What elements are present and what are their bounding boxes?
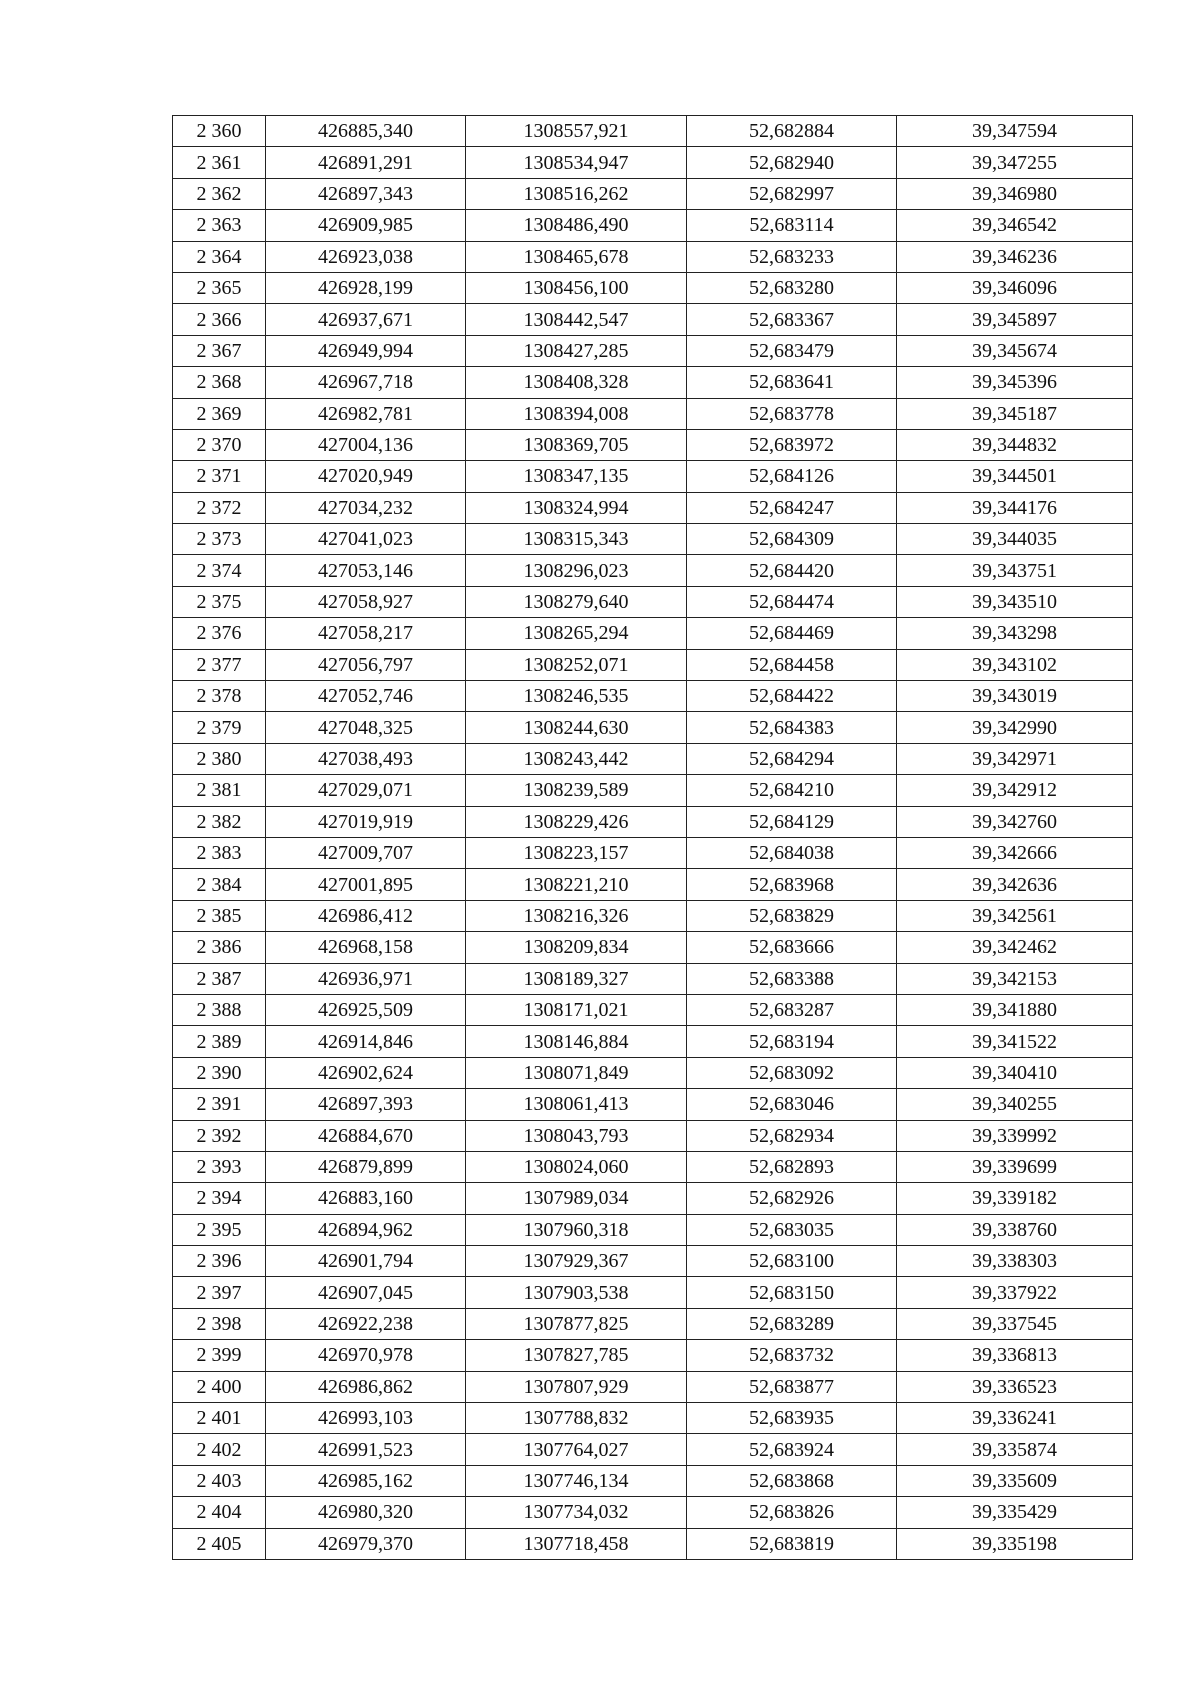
table-row [173,649,1133,680]
latitude-cell: 52,683092 [687,1057,897,1088]
y-coordinate-cell: 1308465,678 [466,241,687,272]
longitude-cell: 39,339699 [897,1151,1133,1182]
point-number-cell: 2 387 [173,963,266,994]
x-coordinate-cell: 426980,320 [266,1497,466,1528]
table-row [173,210,1133,241]
point-number-cell: 2 394 [173,1183,266,1214]
latitude-cell: 52,682940 [687,147,897,178]
table-row [173,994,1133,1025]
point-number-cell: 2 391 [173,1089,266,1120]
y-coordinate-cell: 1307807,929 [466,1371,687,1402]
latitude-cell: 52,684038 [687,837,897,868]
latitude-cell: 52,684383 [687,712,897,743]
table-row [173,1026,1133,1057]
table-row [173,1277,1133,1308]
table-row [173,1120,1133,1151]
latitude-cell: 52,683233 [687,241,897,272]
longitude-cell: 39,337922 [897,1277,1133,1308]
x-coordinate-cell: 427041,023 [266,524,466,555]
point-number-cell: 2 399 [173,1340,266,1371]
point-number-cell: 2 380 [173,743,266,774]
point-number-cell: 2 369 [173,398,266,429]
latitude-cell: 52,683924 [687,1434,897,1465]
y-coordinate-cell: 1308216,326 [466,900,687,931]
longitude-cell: 39,340255 [897,1089,1133,1120]
longitude-cell: 39,342561 [897,900,1133,931]
point-number-cell: 2 382 [173,806,266,837]
longitude-cell: 39,340410 [897,1057,1133,1088]
y-coordinate-cell: 1308171,021 [466,994,687,1025]
longitude-cell: 39,341522 [897,1026,1133,1057]
x-coordinate-cell: 426907,045 [266,1277,466,1308]
point-number-cell: 2 371 [173,461,266,492]
x-coordinate-cell: 426970,978 [266,1340,466,1371]
x-coordinate-cell: 427056,797 [266,649,466,680]
point-number-cell: 2 378 [173,681,266,712]
table-row [173,1371,1133,1402]
y-coordinate-cell: 1307746,134 [466,1465,687,1496]
x-coordinate-cell: 427034,232 [266,492,466,523]
longitude-cell: 39,339992 [897,1120,1133,1151]
y-coordinate-cell: 1307903,538 [466,1277,687,1308]
longitude-cell: 39,343102 [897,649,1133,680]
table-row [173,775,1133,806]
point-number-cell: 2 365 [173,272,266,303]
longitude-cell: 39,335198 [897,1528,1133,1559]
longitude-cell: 39,346542 [897,210,1133,241]
latitude-cell: 52,683935 [687,1403,897,1434]
table-row [173,492,1133,523]
latitude-cell: 52,684294 [687,743,897,774]
x-coordinate-cell: 426901,794 [266,1246,466,1277]
table-row [173,524,1133,555]
latitude-cell: 52,683150 [687,1277,897,1308]
table-row [173,1434,1133,1465]
y-coordinate-cell: 1308071,849 [466,1057,687,1088]
y-coordinate-cell: 1307827,785 [466,1340,687,1371]
table-row [173,335,1133,366]
point-number-cell: 2 385 [173,900,266,931]
y-coordinate-cell: 1308024,060 [466,1151,687,1182]
table-row [173,272,1133,303]
latitude-cell: 52,683114 [687,210,897,241]
y-coordinate-cell: 1308279,640 [466,586,687,617]
latitude-cell: 52,682926 [687,1183,897,1214]
coordinates-table-body [173,116,1133,1560]
point-number-cell: 2 381 [173,775,266,806]
y-coordinate-cell: 1308244,630 [466,712,687,743]
table-row [173,241,1133,272]
y-coordinate-cell: 1308408,328 [466,367,687,398]
latitude-cell: 52,683732 [687,1340,897,1371]
longitude-cell: 39,345674 [897,335,1133,366]
longitude-cell: 39,347594 [897,116,1133,147]
longitude-cell: 39,343019 [897,681,1133,712]
latitude-cell: 52,683826 [687,1497,897,1528]
longitude-cell: 39,347255 [897,147,1133,178]
longitude-cell: 39,339182 [897,1183,1133,1214]
y-coordinate-cell: 1308456,100 [466,272,687,303]
longitude-cell: 39,335429 [897,1497,1133,1528]
latitude-cell: 52,684247 [687,492,897,523]
y-coordinate-cell: 1307734,032 [466,1497,687,1528]
point-number-cell: 2 379 [173,712,266,743]
point-number-cell: 2 392 [173,1120,266,1151]
latitude-cell: 52,683046 [687,1089,897,1120]
table-row [173,1308,1133,1339]
x-coordinate-cell: 426897,393 [266,1089,466,1120]
latitude-cell: 52,683388 [687,963,897,994]
longitude-cell: 39,335609 [897,1465,1133,1496]
latitude-cell: 52,684126 [687,461,897,492]
x-coordinate-cell: 426937,671 [266,304,466,335]
longitude-cell: 39,345897 [897,304,1133,335]
table-row [173,900,1133,931]
x-coordinate-cell: 427058,927 [266,586,466,617]
latitude-cell: 52,684420 [687,555,897,586]
x-coordinate-cell: 426991,523 [266,1434,466,1465]
point-number-cell: 2 383 [173,837,266,868]
y-coordinate-cell: 1308239,589 [466,775,687,806]
longitude-cell: 39,342760 [897,806,1133,837]
table-row [173,1057,1133,1088]
x-coordinate-cell: 427019,919 [266,806,466,837]
point-number-cell: 2 360 [173,116,266,147]
x-coordinate-cell: 426894,962 [266,1214,466,1245]
table-row [173,869,1133,900]
table-row [173,743,1133,774]
longitude-cell: 39,335874 [897,1434,1133,1465]
longitude-cell: 39,344176 [897,492,1133,523]
y-coordinate-cell: 1308209,834 [466,932,687,963]
longitude-cell: 39,342153 [897,963,1133,994]
x-coordinate-cell: 427020,949 [266,461,466,492]
latitude-cell: 52,684129 [687,806,897,837]
latitude-cell: 52,683280 [687,272,897,303]
x-coordinate-cell: 426936,971 [266,963,466,994]
y-coordinate-cell: 1308043,793 [466,1120,687,1151]
y-coordinate-cell: 1307764,027 [466,1434,687,1465]
longitude-cell: 39,345396 [897,367,1133,398]
table-row [173,147,1133,178]
latitude-cell: 52,683972 [687,429,897,460]
longitude-cell: 39,336813 [897,1340,1133,1371]
x-coordinate-cell: 426925,509 [266,994,466,1025]
x-coordinate-cell: 426993,103 [266,1403,466,1434]
x-coordinate-cell: 427004,136 [266,429,466,460]
longitude-cell: 39,343298 [897,618,1133,649]
y-coordinate-cell: 1308296,023 [466,555,687,586]
x-coordinate-cell: 427001,895 [266,869,466,900]
point-number-cell: 2 386 [173,932,266,963]
y-coordinate-cell: 1308534,947 [466,147,687,178]
table-row [173,618,1133,649]
latitude-cell: 52,683829 [687,900,897,931]
latitude-cell: 52,682893 [687,1151,897,1182]
longitude-cell: 39,346236 [897,241,1133,272]
point-number-cell: 2 401 [173,1403,266,1434]
y-coordinate-cell: 1308223,157 [466,837,687,868]
point-number-cell: 2 377 [173,649,266,680]
table-row [173,1497,1133,1528]
x-coordinate-cell: 426914,846 [266,1026,466,1057]
point-number-cell: 2 393 [173,1151,266,1182]
point-number-cell: 2 374 [173,555,266,586]
longitude-cell: 39,337545 [897,1308,1133,1339]
latitude-cell: 52,683289 [687,1308,897,1339]
latitude-cell: 52,683819 [687,1528,897,1559]
point-number-cell: 2 389 [173,1026,266,1057]
y-coordinate-cell: 1308246,535 [466,681,687,712]
latitude-cell: 52,683479 [687,335,897,366]
longitude-cell: 39,336241 [897,1403,1133,1434]
point-number-cell: 2 372 [173,492,266,523]
x-coordinate-cell: 426909,985 [266,210,466,241]
y-coordinate-cell: 1308243,442 [466,743,687,774]
latitude-cell: 52,682997 [687,178,897,209]
table-row [173,1183,1133,1214]
x-coordinate-cell: 427009,707 [266,837,466,868]
point-number-cell: 2 370 [173,429,266,460]
table-row [173,806,1133,837]
x-coordinate-cell: 426883,160 [266,1183,466,1214]
point-number-cell: 2 404 [173,1497,266,1528]
latitude-cell: 52,682934 [687,1120,897,1151]
x-coordinate-cell: 427029,071 [266,775,466,806]
point-number-cell: 2 390 [173,1057,266,1088]
table-row [173,963,1133,994]
point-number-cell: 2 375 [173,586,266,617]
latitude-cell: 52,683367 [687,304,897,335]
point-number-cell: 2 396 [173,1246,266,1277]
point-number-cell: 2 363 [173,210,266,241]
longitude-cell: 39,342666 [897,837,1133,868]
latitude-cell: 52,684474 [687,586,897,617]
y-coordinate-cell: 1307788,832 [466,1403,687,1434]
table-row [173,712,1133,743]
point-number-cell: 2 405 [173,1528,266,1559]
latitude-cell: 52,683194 [687,1026,897,1057]
point-number-cell: 2 366 [173,304,266,335]
x-coordinate-cell: 426968,158 [266,932,466,963]
table-row [173,178,1133,209]
longitude-cell: 39,344501 [897,461,1133,492]
latitude-cell: 52,684422 [687,681,897,712]
x-coordinate-cell: 427053,146 [266,555,466,586]
x-coordinate-cell: 427038,493 [266,743,466,774]
y-coordinate-cell: 1308557,921 [466,116,687,147]
longitude-cell: 39,345187 [897,398,1133,429]
y-coordinate-cell: 1308347,135 [466,461,687,492]
table-row [173,398,1133,429]
table-row [173,1214,1133,1245]
table-row [173,1340,1133,1371]
latitude-cell: 52,683778 [687,398,897,429]
x-coordinate-cell: 426884,670 [266,1120,466,1151]
table-row [173,116,1133,147]
table-row [173,586,1133,617]
longitude-cell: 39,342462 [897,932,1133,963]
y-coordinate-cell: 1308516,262 [466,178,687,209]
longitude-cell: 39,344035 [897,524,1133,555]
latitude-cell: 52,683035 [687,1214,897,1245]
table-row [173,1246,1133,1277]
latitude-cell: 52,684458 [687,649,897,680]
table-row [173,681,1133,712]
x-coordinate-cell: 426902,624 [266,1057,466,1088]
table-row [173,932,1133,963]
point-number-cell: 2 400 [173,1371,266,1402]
point-number-cell: 2 361 [173,147,266,178]
x-coordinate-cell: 426885,340 [266,116,466,147]
latitude-cell: 52,682884 [687,116,897,147]
longitude-cell: 39,338760 [897,1214,1133,1245]
longitude-cell: 39,336523 [897,1371,1133,1402]
y-coordinate-cell: 1308229,426 [466,806,687,837]
latitude-cell: 52,684469 [687,618,897,649]
y-coordinate-cell: 1307718,458 [466,1528,687,1559]
longitude-cell: 39,343751 [897,555,1133,586]
y-coordinate-cell: 1308324,994 [466,492,687,523]
latitude-cell: 52,683968 [687,869,897,900]
y-coordinate-cell: 1308427,285 [466,335,687,366]
point-number-cell: 2 362 [173,178,266,209]
y-coordinate-cell: 1308394,008 [466,398,687,429]
x-coordinate-cell: 427052,746 [266,681,466,712]
point-number-cell: 2 364 [173,241,266,272]
point-number-cell: 2 367 [173,335,266,366]
x-coordinate-cell: 427058,217 [266,618,466,649]
latitude-cell: 52,683666 [687,932,897,963]
x-coordinate-cell: 426923,038 [266,241,466,272]
table-row [173,1089,1133,1120]
latitude-cell: 52,683868 [687,1465,897,1496]
x-coordinate-cell: 426879,899 [266,1151,466,1182]
table-row [173,555,1133,586]
y-coordinate-cell: 1308369,705 [466,429,687,460]
y-coordinate-cell: 1308221,210 [466,869,687,900]
longitude-cell: 39,346096 [897,272,1133,303]
table-row [173,1465,1133,1496]
y-coordinate-cell: 1308265,294 [466,618,687,649]
x-coordinate-cell: 427048,325 [266,712,466,743]
x-coordinate-cell: 426897,343 [266,178,466,209]
x-coordinate-cell: 426982,781 [266,398,466,429]
x-coordinate-cell: 426986,412 [266,900,466,931]
table-row [173,837,1133,868]
table-row [173,367,1133,398]
table-row [173,304,1133,335]
longitude-cell: 39,344832 [897,429,1133,460]
y-coordinate-cell: 1307960,318 [466,1214,687,1245]
point-number-cell: 2 384 [173,869,266,900]
x-coordinate-cell: 426979,370 [266,1528,466,1559]
table-row [173,1151,1133,1182]
latitude-cell: 52,683100 [687,1246,897,1277]
y-coordinate-cell: 1308061,413 [466,1089,687,1120]
latitude-cell: 52,683877 [687,1371,897,1402]
point-number-cell: 2 403 [173,1465,266,1496]
latitude-cell: 52,684309 [687,524,897,555]
x-coordinate-cell: 426967,718 [266,367,466,398]
table-row [173,1403,1133,1434]
point-number-cell: 2 397 [173,1277,266,1308]
point-number-cell: 2 373 [173,524,266,555]
x-coordinate-cell: 426949,994 [266,335,466,366]
longitude-cell: 39,342971 [897,743,1133,774]
longitude-cell: 39,341880 [897,994,1133,1025]
longitude-cell: 39,342912 [897,775,1133,806]
point-number-cell: 2 395 [173,1214,266,1245]
x-coordinate-cell: 426985,162 [266,1465,466,1496]
y-coordinate-cell: 1308486,490 [466,210,687,241]
x-coordinate-cell: 426928,199 [266,272,466,303]
table-row [173,429,1133,460]
table-row [173,461,1133,492]
latitude-cell: 52,684210 [687,775,897,806]
coordinates-table [172,115,1133,1560]
y-coordinate-cell: 1308189,327 [466,963,687,994]
y-coordinate-cell: 1307989,034 [466,1183,687,1214]
y-coordinate-cell: 1307877,825 [466,1308,687,1339]
longitude-cell: 39,338303 [897,1246,1133,1277]
longitude-cell: 39,343510 [897,586,1133,617]
y-coordinate-cell: 1307929,367 [466,1246,687,1277]
y-coordinate-cell: 1308252,071 [466,649,687,680]
x-coordinate-cell: 426891,291 [266,147,466,178]
point-number-cell: 2 376 [173,618,266,649]
longitude-cell: 39,342636 [897,869,1133,900]
longitude-cell: 39,346980 [897,178,1133,209]
point-number-cell: 2 388 [173,994,266,1025]
y-coordinate-cell: 1308315,343 [466,524,687,555]
table-row [173,1528,1133,1559]
y-coordinate-cell: 1308146,884 [466,1026,687,1057]
point-number-cell: 2 368 [173,367,266,398]
latitude-cell: 52,683641 [687,367,897,398]
x-coordinate-cell: 426922,238 [266,1308,466,1339]
latitude-cell: 52,683287 [687,994,897,1025]
longitude-cell: 39,342990 [897,712,1133,743]
x-coordinate-cell: 426986,862 [266,1371,466,1402]
y-coordinate-cell: 1308442,547 [466,304,687,335]
point-number-cell: 2 402 [173,1434,266,1465]
point-number-cell: 2 398 [173,1308,266,1339]
